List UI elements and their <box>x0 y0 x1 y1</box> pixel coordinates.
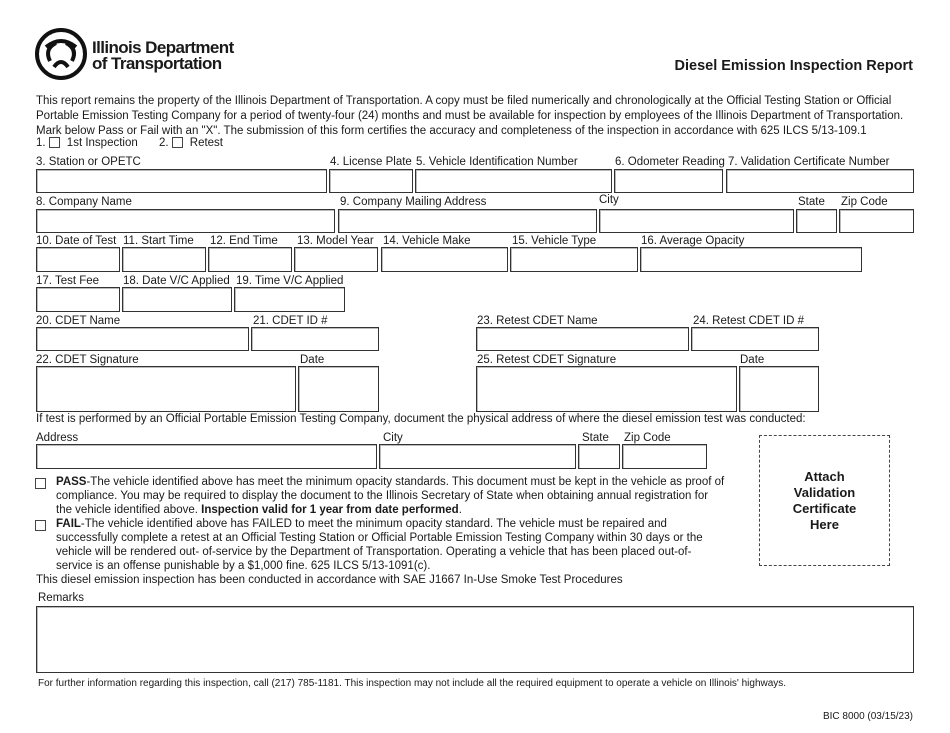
pass-text: -The vehicle identified above has meet the minimum opacity standards. This document must be kept in the vehicle as proof of compliance. You may be required to display the document to the Illinois Secretary of State when obtaining annual registration for the vehicle identified above. <box>56 476 725 516</box>
attach-line3: Certificate <box>792 500 857 516</box>
vehicle-make-label: 14. Vehicle Make <box>383 235 471 247</box>
state-input[interactable] <box>796 209 837 233</box>
odometer-label: 6. Odometer Reading <box>615 156 725 168</box>
retest-cdet-id-label: 24. Retest CDET ID # <box>693 315 804 327</box>
retest-label: Retest <box>189 137 224 149</box>
retest-cdet-name-input[interactable] <box>476 327 689 351</box>
retest-date-input[interactable] <box>739 366 819 412</box>
vehicle-make-input[interactable] <box>381 247 508 272</box>
zip-label: Zip Code <box>841 196 888 208</box>
test-fee-label: 17. Test Fee <box>36 275 100 287</box>
license-plate-input[interactable] <box>329 169 413 193</box>
start-time-label: 11. Start Time <box>123 235 194 247</box>
pass-checkbox[interactable] <box>35 478 46 489</box>
date-vc-applied-input[interactable] <box>122 287 232 312</box>
attach-line2: Validation <box>793 484 856 500</box>
page-title: Diesel Emission Inspection Report <box>674 58 913 74</box>
test-fee-input[interactable] <box>36 287 120 312</box>
opt1-number: 1. <box>36 137 46 149</box>
odometer-input[interactable] <box>614 169 723 193</box>
attach-certificate-area <box>759 435 890 566</box>
city-input[interactable] <box>599 209 794 233</box>
cdet-signature-input[interactable] <box>36 366 296 412</box>
time-vc-applied-input[interactable] <box>234 287 345 312</box>
vin-input[interactable] <box>415 169 612 193</box>
opt2-number: 2. <box>158 137 169 149</box>
form-id: BIC 8000 (03/15/23) <box>822 711 913 722</box>
pass-statement <box>56 475 726 517</box>
fail-checkbox[interactable] <box>35 520 46 531</box>
address-state-label: State <box>582 432 609 444</box>
average-opacity-input[interactable] <box>640 247 862 272</box>
date-of-test-label: 10. Date of Test <box>36 235 117 247</box>
license-plate-label: 4. License Plate <box>330 156 412 168</box>
address-label: Address <box>36 432 79 444</box>
model-year-label: 13. Model Year <box>297 235 374 247</box>
retest-date-label: Date <box>740 354 765 366</box>
retest-signature-input[interactable] <box>476 366 737 412</box>
validation-cert-input[interactable] <box>726 169 914 193</box>
attach-line1: Attach <box>804 468 845 484</box>
pass-validity: Inspection valid for 1 year from date performed <box>201 504 459 516</box>
remarks-input[interactable] <box>36 606 914 673</box>
station-input[interactable] <box>36 169 327 193</box>
validation-cert-label: 7. Validation Certificate Number <box>728 156 890 168</box>
opetc-note: If test is performed by an Official Portable Emission Testing Company, document the physical address of where the diesel emission test was conducted: <box>36 413 806 425</box>
cdet-id-label: 21. CDET ID # <box>253 315 328 327</box>
idot-emblem-icon <box>34 27 88 81</box>
address-input[interactable] <box>36 444 377 469</box>
first-inspection-label: 1st Inspection <box>66 137 138 149</box>
cdet-name-input[interactable] <box>36 327 249 351</box>
vin-label: 5. Vehicle Identification Number <box>416 156 578 168</box>
cdet-date-input[interactable] <box>298 366 379 412</box>
date-vc-applied-label: 18. Date V/C Applied <box>123 275 230 287</box>
vehicle-type-label: 15. Vehicle Type <box>512 235 597 247</box>
inspection-type-row <box>36 137 223 149</box>
end-time-input[interactable] <box>208 247 292 272</box>
average-opacity-label: 16. Average Opacity <box>641 235 745 247</box>
model-year-input[interactable] <box>294 247 378 272</box>
state-label: State <box>798 196 825 208</box>
cdet-id-input[interactable] <box>251 327 379 351</box>
mailing-address-label: 9. Company Mailing Address <box>340 196 487 208</box>
date-of-test-input[interactable] <box>36 247 120 272</box>
pass-label: PASS <box>56 476 87 488</box>
cdet-date-label: Date <box>300 354 325 366</box>
mailing-address-input[interactable] <box>338 209 597 233</box>
retest-cdet-name-label: 23. Retest CDET Name <box>477 315 598 327</box>
company-name-label: 8. Company Name <box>36 196 132 208</box>
address-city-label: City <box>383 432 403 444</box>
retest-signature-label: 25. Retest CDET Signature <box>477 354 617 366</box>
address-state-input[interactable] <box>578 444 620 469</box>
fail-statement <box>56 517 726 573</box>
vehicle-type-input[interactable] <box>510 247 638 272</box>
first-inspection-checkbox[interactable] <box>49 137 60 148</box>
intro-text: This report remains the property of the Illinois Department of Transportation. A copy must be filed numerically and chronologically at the Official Testing Station or Official Portable Emission Testing Company for a period of twenty-four (24) months and must be available for inspection by employees of the Illinois Department of Transportation. Mark below Pass or Fail with an "X". The submission of this form certifies the accuracy and completeness of the inspection in accordance with 625 ILCS 5/13-109.1 <box>36 95 904 137</box>
address-zip-input[interactable] <box>622 444 707 469</box>
end-time-label: 12. End Time <box>210 235 278 247</box>
retest-cdet-id-input[interactable] <box>691 327 819 351</box>
cdet-signature-label: 22. CDET Signature <box>36 354 139 366</box>
station-label: 3. Station or OPETC <box>36 156 141 168</box>
sae-note: This diesel emission inspection has been conducted in accordance with SAE J1667 In-Use Smoke Test Procedures <box>36 574 623 586</box>
address-city-input[interactable] <box>379 444 576 469</box>
remarks-label: Remarks <box>38 592 85 604</box>
logo-text-line1: Illinois Department <box>92 38 234 57</box>
cdet-name-label: 20. CDET Name <box>36 315 121 327</box>
idot-logo <box>34 27 234 83</box>
footer-note: For further information regarding this inspection, call (217) 785-1181. This inspection may not include all the required equipment to operate a vehicle on Illinois' highways. <box>38 678 787 689</box>
pass-end: . <box>458 504 462 516</box>
fail-text: -The vehicle identified above has FAILED to meet the minimum opacity standard. The vehicle must be repaired and successfully complete a retest at an Official Testing Station or Official Portable Emission Testing Company within 30 days or the vehicle will be rendered out- of-service by the Department of Transportation. Operating a vehicle that has been placed out-of-service is an offense punishable by a $1,000 fine. 625 ILCS 5/13-1091(c). <box>56 518 703 572</box>
attach-line4: Here <box>810 516 839 532</box>
time-vc-applied-label: 19. Time V/C Applied <box>236 275 344 287</box>
fail-label: FAIL <box>56 518 81 530</box>
zip-input[interactable] <box>839 209 914 233</box>
city-label: City <box>599 194 619 206</box>
start-time-input[interactable] <box>122 247 206 272</box>
retest-checkbox[interactable] <box>172 137 183 148</box>
logo-text-line2: of Transportation <box>92 54 222 73</box>
company-name-input[interactable] <box>36 209 335 233</box>
address-zip-label: Zip Code <box>624 432 671 444</box>
